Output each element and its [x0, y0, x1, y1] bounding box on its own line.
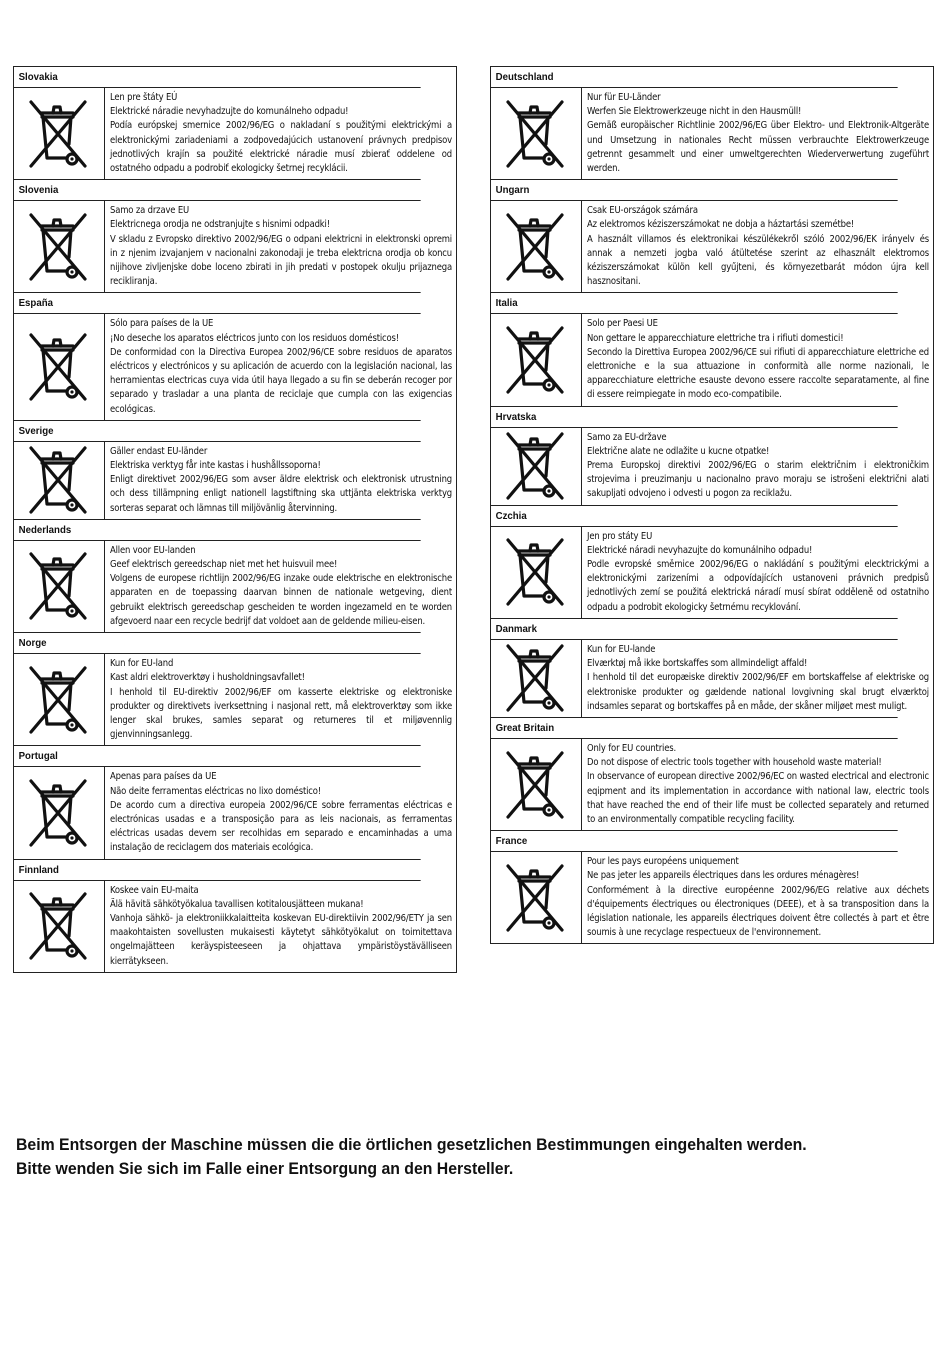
notice-line: Only for EU countries. — [587, 742, 677, 754]
country-section — [491, 292, 933, 405]
country-header: Nederlands — [14, 519, 421, 541]
country-section — [14, 859, 456, 972]
notice-row — [14, 767, 456, 858]
notice-text — [105, 654, 456, 745]
notice-line: Älä hävitä sähkötyökalua tavallisen kotitalousjätteen mukana! — [110, 898, 364, 910]
crossed-out-wheelie-bin-icon — [27, 775, 91, 851]
notice-line: Gemäß europäischer Richtlinie 2002/96/EG über Elektro- und Elektronik-Altgeräte und Umsetzung in nationales Recht müssen verbrauchte Elektrowerkzeuge getrennt gesammelt und einer umweltgerechten Wiederverwertung zugeführt werden. — [587, 120, 929, 175]
country-header: Italia — [491, 292, 898, 314]
notice-text — [582, 428, 933, 505]
country-section — [491, 618, 933, 717]
notice-row — [14, 881, 456, 972]
notice-line: Podía európskej smernice 2002/96/EG o nakladaní s použitými elektrickými a elektronickými zariadeniami a zodpovedajúcich ustanovení právnych predpisov jednotlivých krajín sa použité elektrické náradie musí zbierať oddelene od ostatného odpadu a podrobiť ekologicky šetrnej recyklácii. — [110, 120, 452, 175]
notice-line: Conformément à la directive européenne 2002/96/EG relative aux déchets d'équipements électriques ou électroniques (DEEE), et à sa transposition dans la législation nationale, les appareils électriques doivent être collectés à part et être soumis à une recyclage respectueux de l'environnement. — [587, 884, 929, 939]
notice-line: Solo per Paesi UE — [587, 318, 658, 330]
crossed-out-wheelie-bin-icon — [504, 640, 568, 716]
country-header: Slovakia — [14, 67, 421, 88]
notice-line: Kun for EU-lande — [587, 643, 656, 655]
notice-row — [14, 442, 456, 519]
notice-row — [14, 654, 456, 745]
country-header: Czchia — [491, 505, 898, 527]
footer-line-2: Bitte wenden Sie sich im Falle einer Entsorgung an den Hersteller. — [16, 1159, 514, 1178]
crossed-out-wheelie-bin-icon — [504, 860, 568, 936]
notice-line: Do not dispose of electric tools together with household waste material! — [587, 757, 882, 769]
notice-row — [491, 314, 933, 405]
notice-line: Prema Europskoj direktivi 2002/96/EG o starim električnim i elektroničkim strojevima i preuzimanju u nacionalno pravo moraju se istrošeni električni alati sakupljati odvojeno i odvesti u pogon za reciklažu. — [587, 460, 929, 500]
notice-line: Nur für EU-Länder — [587, 92, 661, 103]
notice-text — [105, 88, 456, 179]
notice-line: Pour les pays européens uniquement — [587, 856, 739, 868]
notice-line: Enligt direktivet 2002/96/EG som avser äldre elektrisk och elektronisk utrustning och dess tillämpning enligt nationell lagstiftning ska uttjänta elektriska verktyg sorteras separat och lämnas till miljövänlig återvinning. — [110, 474, 452, 514]
icon-cell — [491, 852, 582, 943]
notice-line: Secondo la Direttiva Europea 2002/96/CE sui rifiuti di apparecchiature elettriche ed elettroniche e la sua attuazione in conformità alle norme nazionali, le apparecchiature elettriche esauste devono essere raccolte separatamente, al fine di essere reimpiegate in modo eco-compatibile. — [587, 346, 929, 401]
notice-text — [582, 640, 933, 717]
notice-text — [105, 442, 456, 519]
notice-row — [14, 314, 456, 419]
icon-cell — [14, 654, 105, 745]
notice-line: ¡No deseche los aparatos eléctricos junto con los residuos domésticos! — [110, 332, 400, 344]
notice-line: Vanhoja sähkö- ja elektroniikkalaitteita koskevan EU-direktiivin 2002/96/ETY ja sen maakohtaisten sovellusten mukaisesti käytetyt sähkötyökalut on toimitettava ongelmajätteen keräyspisteeseen ja ohjattava ympäristöystävälliseen kierrätykseen. — [110, 912, 452, 967]
country-header: Portugal — [14, 745, 421, 767]
crossed-out-wheelie-bin-icon — [504, 747, 568, 823]
notice-row — [491, 852, 933, 943]
notice-line: Werfen Sie Elektrowerkzeuge nicht in den Hausmüll! — [587, 106, 802, 118]
notice-line: Kun for EU-land — [110, 658, 174, 670]
icon-cell — [14, 541, 105, 632]
notice-line: Električne alate ne odlažite u kucne otpatke! — [587, 445, 770, 457]
footer-line-1: Beim Entsorgen der Maschine müssen die die örtlichen gesetzlichen Bestimmungen eingehalten werden. — [16, 1135, 807, 1154]
icon-cell — [14, 314, 105, 419]
notice-text — [105, 201, 456, 292]
icon-cell — [491, 428, 582, 505]
notice-row — [491, 640, 933, 717]
icon-cell — [491, 739, 582, 830]
icon-cell — [14, 442, 105, 519]
notice-line: De acordo cum a directiva europeia 2002/96/CE sobre ferramentas eléctricas e electrónicas usadas e a transposição para as leis nacionais, as ferramentas eléctricas usadas devem ser recolhidas em separado e encaminhadas a uma instalação de reciclagem dos materiais ecológica. — [110, 799, 452, 854]
notice-line: Elektrické náradi nevyhazujte do komunálniho odpadu! — [587, 544, 813, 556]
notice-line: Elværktøj må ikke bortskaffes som allmindeligt affald! — [587, 658, 808, 670]
icon-cell — [491, 640, 582, 717]
country-section — [14, 179, 456, 292]
country-header: Norge — [14, 632, 421, 654]
crossed-out-wheelie-bin-icon — [27, 888, 91, 964]
crossed-out-wheelie-bin-icon — [27, 96, 91, 172]
notice-row — [14, 201, 456, 292]
crossed-out-wheelie-bin-icon — [27, 662, 91, 738]
icon-cell — [14, 767, 105, 858]
crossed-out-wheelie-bin-icon — [504, 428, 568, 504]
crossed-out-wheelie-bin-icon — [27, 329, 91, 405]
notice-row — [14, 541, 456, 632]
notice-line: Não deite ferramentas eléctricas no lixo doméstico! — [110, 785, 322, 797]
country-section — [491, 67, 933, 179]
country-section — [491, 179, 933, 292]
icon-cell — [14, 201, 105, 292]
crossed-out-wheelie-bin-icon — [504, 209, 568, 285]
crossed-out-wheelie-bin-icon — [27, 209, 91, 285]
country-section — [491, 406, 933, 505]
notice-line: Csak EU-országok számára — [587, 205, 698, 217]
country-header: Sverige — [14, 420, 421, 442]
notice-line: Kast aldri elektroverktøy i husholdningsavfallet! — [110, 672, 305, 684]
notice-line: Apenas para países da UE — [110, 771, 217, 783]
notice-text — [582, 88, 933, 179]
country-section — [14, 519, 456, 632]
country-section — [14, 632, 456, 745]
country-header: Finnland — [14, 859, 421, 881]
notice-line: Samo za drzave EU — [110, 205, 190, 217]
notice-line: De conformidad con la Directiva Europea 2002/96/CE sobre residuos de aparatos eléctricos y electrónicos y su aplicación de acuerdo con la legislación nacional, las herramientas electricas cuya vida útil haya llegado a su fin se deberán recoger por separado y trasladar a una planta de reciclaje que cumpla con las exigencias ecológicas. — [110, 346, 452, 415]
notice-text — [105, 881, 456, 972]
crossed-out-wheelie-bin-icon — [27, 442, 91, 518]
country-header: Slovenia — [14, 179, 421, 201]
notice-line: Volgens de europese richtlijn 2002/96/EG inzake oude elektrische en elektronische apparaten en de toepassing daarvan binnen de nationale wetgeving, dient gebruikt elektrisch gereedschap gescheiden te worden ingezameld en te worden afgevoerd naar een recycle bedrijf dat voldoet aan de geldende milieu-eisen. — [110, 573, 452, 627]
notice-text — [105, 767, 456, 858]
notice-text — [105, 314, 456, 419]
disposal-footer-notice — [16, 1133, 872, 1181]
notice-line: Len pre štáty EÚ — [110, 92, 178, 103]
left-country-column — [13, 66, 457, 973]
notice-row — [491, 88, 933, 179]
notice-line: Samo za EU-države — [587, 431, 667, 443]
country-header: Deutschland — [491, 67, 898, 88]
icon-cell — [491, 88, 582, 179]
icon-cell — [14, 881, 105, 972]
notice-line: Jen pro státy EU — [587, 530, 653, 542]
icon-cell — [491, 201, 582, 292]
notice-line: Geef elektrisch gereedschap niet met het huisvuil mee! — [110, 559, 338, 571]
notice-text — [582, 739, 933, 830]
country-header: Hrvatska — [491, 406, 898, 428]
country-section — [491, 505, 933, 618]
notice-line: Allen voor EU-landen — [110, 544, 196, 556]
icon-cell — [491, 527, 582, 618]
crossed-out-wheelie-bin-icon — [504, 322, 568, 398]
notice-line: Sólo para países de la UE — [110, 318, 214, 330]
crossed-out-wheelie-bin-icon — [504, 96, 568, 172]
notice-line: Ne pas jeter les appareils électriques dans les ordures ménagères! — [587, 870, 860, 882]
icon-cell — [14, 88, 105, 179]
right-country-column — [490, 66, 934, 944]
country-section — [14, 67, 456, 179]
country-header: France — [491, 830, 898, 852]
notice-text — [582, 852, 933, 943]
notice-line: I henhold til EU-direktiv 2002/96/EF om kasserte elektriske og elektroniske produkter og direktivets iverksettning i nasjonal rett, må elektroverktøy som ikke lenger skal brukes, samles separat og returneres til et miljøvennlig gjenvinningsanlegg. — [110, 686, 452, 741]
notice-line: Gäller endast EU-länder — [110, 445, 208, 457]
country-header: Great Britain — [491, 717, 898, 739]
notice-text — [105, 541, 456, 632]
country-section — [14, 745, 456, 858]
crossed-out-wheelie-bin-icon — [27, 548, 91, 624]
notice-text — [582, 527, 933, 618]
notice-line: A használt villamos és elektronikai készülékekről szóló 2002/96/EK irányelv és annak a nemzeti jogba való átültetése szerint az elhasznált elektromos kéziszerszámokat külön kell gyűjteni, és környezetbarát módon újra kell hasznositani. — [587, 233, 929, 288]
notice-row — [491, 428, 933, 505]
notice-row — [491, 527, 933, 618]
notice-line: Elektrické náradie nevyhadzujte do komunálneho odpadu! — [110, 106, 349, 118]
notice-text — [582, 201, 933, 292]
notice-line: Non gettare le apparecchiature elettriche tra i rifiuti domestici! — [587, 332, 844, 344]
country-header: Ungarn — [491, 179, 898, 201]
crossed-out-wheelie-bin-icon — [504, 534, 568, 610]
notice-line: Elektricnega orodja ne odstranjujte s hisnimi odpadki! — [110, 219, 330, 231]
country-header: Danmark — [491, 618, 898, 640]
notice-line: V skladu z Evropsko direktivo 2002/96/EG o odpani elektricni in elektronski opremi in z njenim izvajanjem v nacionalni zakonodaji je treba elektricna orodja ob koncu nijihove zivljenjske dobe loceno zbirati in jih predati v postopek okulju prijaznega recikliranja. — [110, 233, 452, 288]
notice-row — [14, 88, 456, 179]
country-section — [491, 717, 933, 830]
country-section — [14, 420, 456, 519]
country-section — [491, 830, 933, 943]
icon-cell — [491, 314, 582, 405]
notice-row — [491, 201, 933, 292]
notice-text — [582, 314, 933, 405]
notice-line: Elektriska verktyg får inte kastas i hushållssoporna! — [110, 460, 321, 472]
country-section — [14, 292, 456, 419]
notice-line: I henhold til det europæiske direktiv 2002/96/EF em bortskaffelse af elektriske og elektroniske produkter og gældende national lovgivning skal brugt elværktoj indsamles separat og bortskaffes på en måde, der skåner miljøet mest muligt. — [587, 672, 929, 712]
notice-line: Az elektromos kéziszerszámokat ne dobja a háztartási szemétbe! — [587, 219, 855, 231]
notice-row — [491, 739, 933, 830]
country-header: España — [14, 292, 421, 314]
notice-line: In observance of european directive 2002/96/EC on wasted electrical and electronic eqipment and its implementation in accordance with national law, electric tools that have reached the end of their life must be collected separately and returned to an environmentally compatible recycling facility. — [587, 771, 929, 825]
notice-line: Podle evropské směrnice 2002/96/EG o nakládání s použitými elecktrickými a elektronickými zarizeními a odpovídajících ustanoveni právnich predpisů jednotlivých zemí se použitá elektrická náradí musí sbírat odděleně od ostatniho odpadu a podrobit ekologicky šetrnému recyklování. — [587, 559, 929, 613]
notice-line: Koskee vain EU-maita — [110, 884, 199, 896]
